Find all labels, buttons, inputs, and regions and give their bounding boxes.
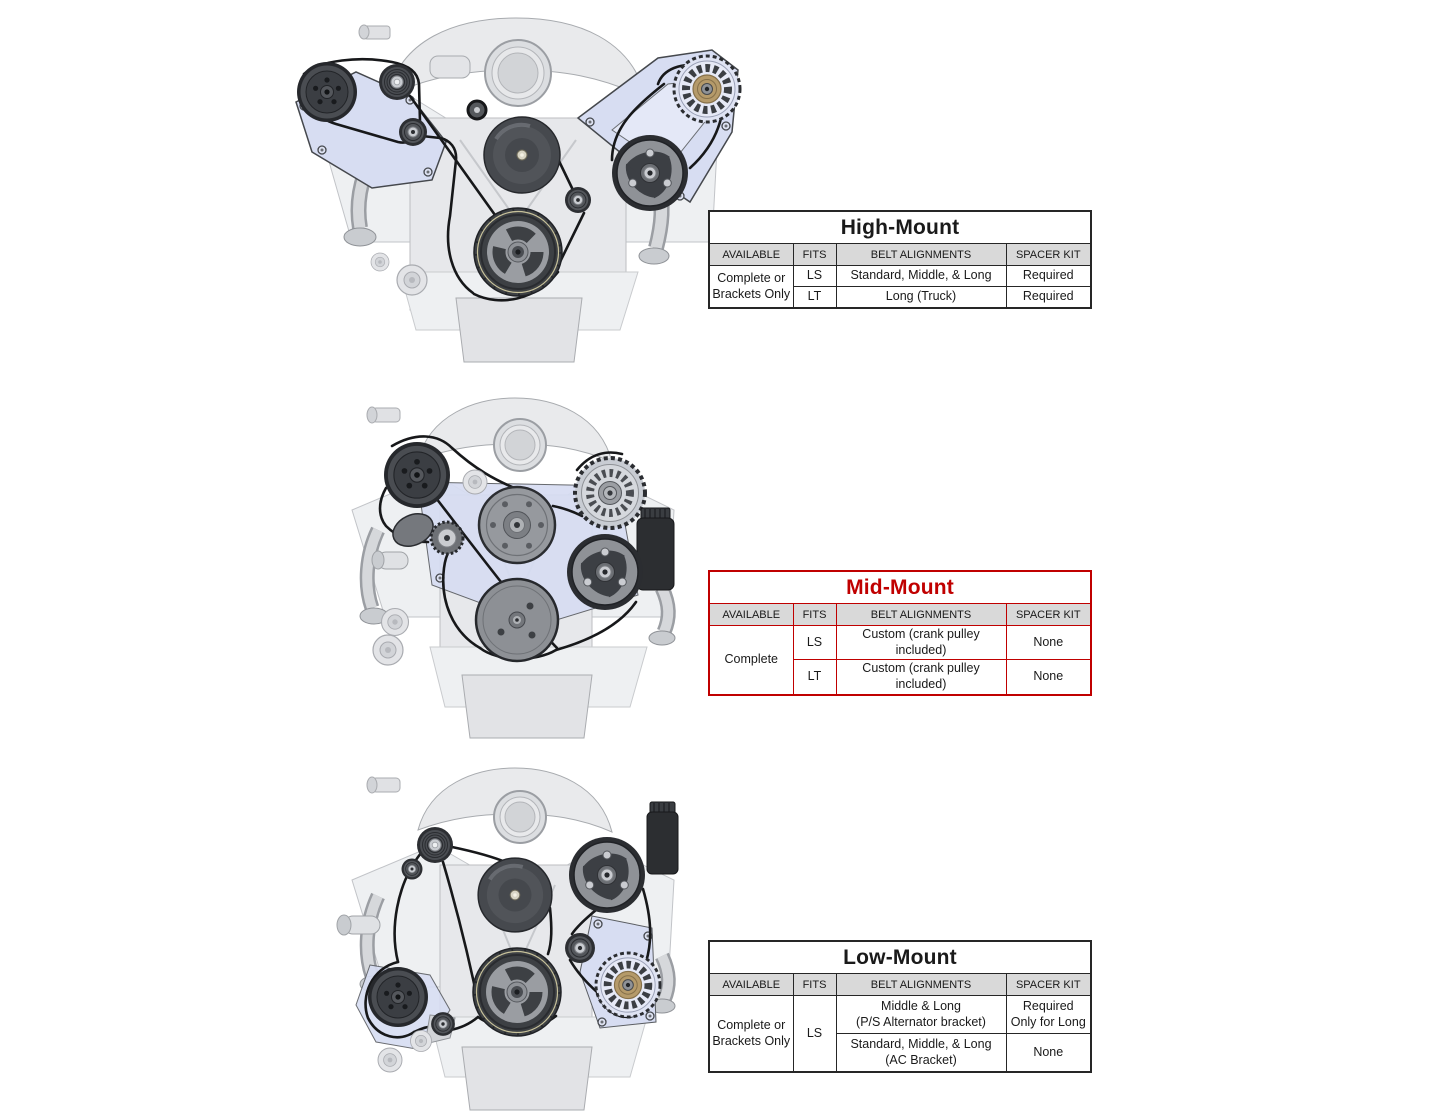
tensioner-pulley [379, 64, 415, 100]
belt-cell [836, 1034, 1006, 1073]
intake-manifold [418, 398, 612, 471]
table-row [709, 626, 1091, 660]
spacer-cell: Required [1006, 287, 1091, 309]
tensioner-pulley-lower [431, 1012, 455, 1036]
available-cell: Complete or Brackets Only [709, 266, 793, 309]
starter [373, 635, 403, 665]
starter [378, 1048, 402, 1072]
fits-cell: LS [793, 996, 836, 1073]
power-steering-pulley [567, 534, 643, 610]
col-header-spacer-kit: SPACER KIT [1006, 244, 1091, 266]
ac-compressor [297, 62, 357, 122]
ac-compressor [368, 967, 428, 1027]
oil-pan [462, 675, 592, 738]
col-header-spacer-kit: SPACER KIT [1006, 604, 1091, 626]
accessory-boss [371, 253, 389, 271]
mid-mount-engine-render [300, 390, 720, 748]
col-header-belt-alignments: BELT ALIGNMENTS [836, 974, 1006, 996]
belt-line-1: Middle & Long [881, 998, 961, 1013]
oil-pan [462, 1047, 592, 1110]
idler-pulley-small [463, 470, 487, 494]
belt-line-2: (AC Bracket) [885, 1052, 957, 1067]
power-steering-pulley [569, 837, 645, 913]
water-pump-pulley [478, 858, 552, 932]
power-steering-pulley [612, 135, 688, 211]
power-steering-reservoir [647, 802, 678, 874]
belt-cell: Custom (crank pulley included) [836, 626, 1006, 660]
high-mount-engine-figure [260, 10, 760, 370]
low-mount-table [708, 940, 1092, 1073]
belt-line-2: (P/S Alternator bracket) [856, 1014, 986, 1029]
col-header-fits: FITS [793, 604, 836, 626]
fits-cell: LT [793, 660, 836, 695]
table-row [709, 996, 1091, 1034]
high-mount-table [708, 210, 1092, 309]
intake-manifold [388, 18, 646, 106]
low-mount-engine-render [300, 760, 720, 1116]
spacer-cell: None [1006, 1034, 1091, 1073]
belt-guide-ring [468, 101, 486, 119]
spacer-cell: Required Only for Long [1006, 996, 1091, 1034]
belt-cell: Custom (crank pulley included) [836, 660, 1006, 695]
oil-pan [456, 298, 582, 362]
low-mount-table-title: Low-Mount [709, 941, 1091, 974]
low-mount-engine-figure [300, 760, 720, 1116]
water-pump-pulley [479, 487, 555, 563]
high-mount-table-title: High-Mount [709, 211, 1091, 244]
belt-cell: Standard, Middle, & Long [836, 266, 1006, 287]
thermostat-housing [372, 551, 408, 569]
water-pump-pulley [484, 117, 560, 193]
spacer-cell: None [1006, 660, 1091, 695]
accessory-boss [411, 1031, 432, 1052]
col-header-available: AVAILABLE [709, 974, 793, 996]
crank-pulley [476, 579, 558, 661]
belt-cell: Long (Truck) [836, 287, 1006, 309]
mid-mount-engine-figure [300, 390, 720, 748]
crank-damper [473, 948, 561, 1036]
col-header-fits: FITS [793, 974, 836, 996]
available-cell: Complete or Brackets Only [709, 996, 793, 1073]
crank-damper [474, 208, 562, 296]
fits-cell: LS [793, 626, 836, 660]
idler-pulley [565, 933, 595, 963]
spacer-cell: Required [1006, 266, 1091, 287]
water-neck [430, 56, 470, 78]
col-header-spacer-kit: SPACER KIT [1006, 974, 1091, 996]
starter [397, 265, 427, 295]
alternator [596, 953, 660, 1017]
spacer-cell: None [1006, 626, 1091, 660]
ac-compressor [384, 442, 450, 508]
idler-pulley-small [402, 859, 423, 880]
idler-pulley [399, 118, 427, 146]
alternator [674, 56, 740, 122]
tensioner-pulley [417, 827, 453, 863]
col-header-available: AVAILABLE [709, 244, 793, 266]
col-header-belt-alignments: BELT ALIGNMENTS [836, 604, 1006, 626]
belt-line-1: Standard, Middle, & Long [850, 1036, 992, 1051]
idler-pulley-right [565, 187, 591, 213]
alternator [575, 458, 645, 528]
col-header-available: AVAILABLE [709, 604, 793, 626]
belt-cell [836, 996, 1006, 1034]
fits-cell: LS [793, 266, 836, 287]
accessory-boss [382, 609, 409, 636]
mid-mount-table [708, 570, 1092, 696]
belt-tensioner [431, 522, 463, 554]
high-mount-engine-render [260, 10, 760, 370]
thermostat-housing [337, 915, 380, 935]
col-header-belt-alignments: BELT ALIGNMENTS [836, 244, 1006, 266]
mid-mount-table-title: Mid-Mount [709, 571, 1091, 604]
col-header-fits: FITS [793, 244, 836, 266]
fits-cell: LT [793, 287, 836, 309]
available-cell: Complete [709, 626, 793, 695]
table-row [709, 266, 1091, 287]
